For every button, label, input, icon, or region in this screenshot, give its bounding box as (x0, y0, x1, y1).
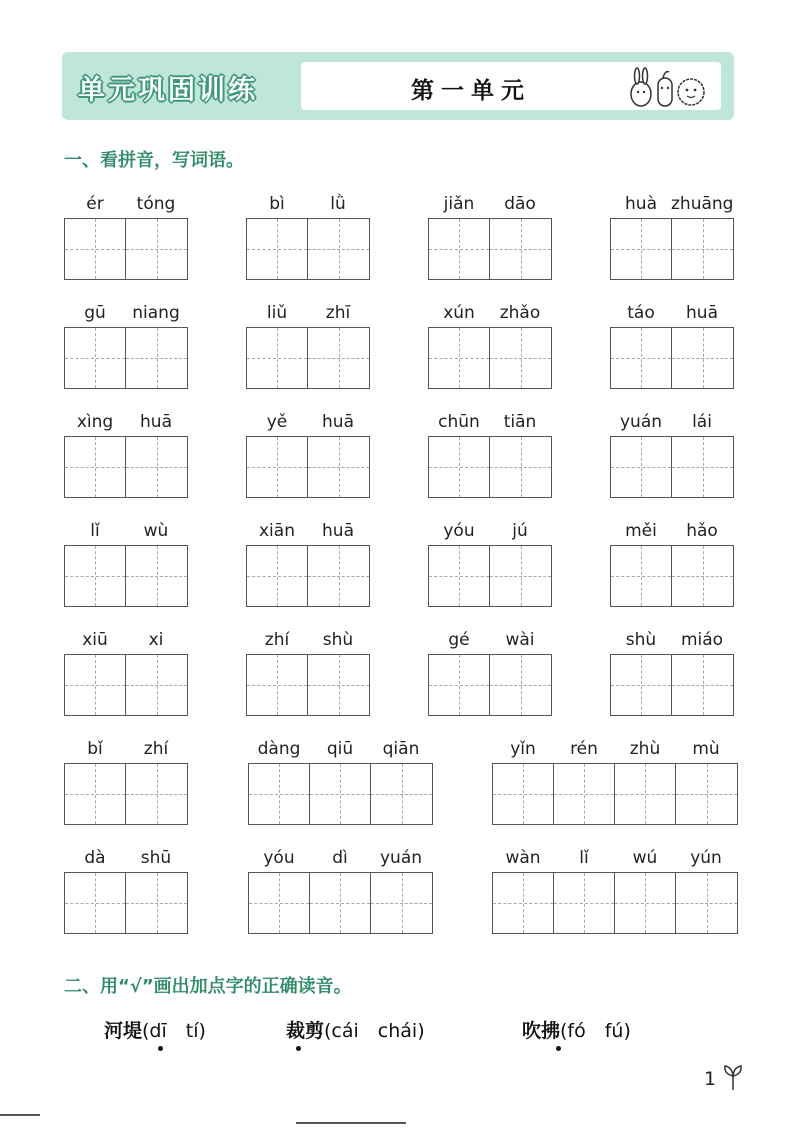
pinyin-syllable: wàn (505, 848, 541, 868)
writing-cell[interactable] (493, 873, 554, 933)
writing-cell[interactable] (126, 219, 187, 279)
writing-cell[interactable] (429, 655, 490, 715)
pinyin-syllable: miáo (680, 630, 724, 650)
pinyin-syllable: huā (322, 521, 354, 541)
writing-cell[interactable] (554, 873, 615, 933)
writing-cell[interactable] (126, 546, 187, 606)
pinyin-syllable: yuán (619, 412, 663, 432)
writing-grid (610, 654, 734, 716)
writing-cell[interactable] (672, 437, 733, 497)
reading-item-word: 河堤 (104, 1020, 143, 1042)
writing-cell[interactable] (429, 546, 490, 606)
writing-grid (246, 654, 370, 716)
writing-grid (428, 218, 552, 280)
writing-cell[interactable] (126, 328, 187, 388)
writing-cell[interactable] (65, 328, 126, 388)
writing-grid (492, 763, 738, 825)
writing-cell[interactable] (615, 873, 676, 933)
pinyin-syllable: bǐ (87, 739, 103, 759)
writing-cell[interactable] (490, 437, 551, 497)
writing-grid (64, 872, 188, 934)
reading-item-1 (104, 1016, 206, 1043)
writing-cell[interactable] (310, 873, 371, 933)
scan-mark (296, 1122, 406, 1124)
pinyin-syllable: zhuāng (671, 194, 734, 214)
writing-cell[interactable] (490, 219, 551, 279)
pinyin-syllable: zhí (143, 739, 169, 759)
pinyin-syllable: huā (322, 412, 354, 432)
writing-cell[interactable] (126, 873, 187, 933)
pinyin-syllable: yóu (443, 521, 475, 541)
pinyin-syllable: gū (84, 303, 106, 323)
writing-grid (610, 436, 734, 498)
writing-cell[interactable] (490, 546, 551, 606)
writing-grid (248, 763, 433, 825)
page-number: 1 (704, 1068, 717, 1090)
pinyin-syllable: gé (448, 630, 470, 650)
pinyin-syllable: wù (143, 521, 169, 541)
writing-cell[interactable] (490, 655, 551, 715)
writing-cell[interactable] (65, 764, 126, 824)
mascot-icon (627, 66, 717, 108)
pinyin-syllable: lái (692, 412, 712, 432)
reading-item-word: 裁剪 (286, 1020, 325, 1042)
section-1-heading: 一、看拼音，写词语。 (64, 150, 244, 171)
writing-grid (248, 872, 433, 934)
writing-cell[interactable] (65, 873, 126, 933)
writing-grid (64, 436, 188, 498)
writing-cell[interactable] (247, 655, 308, 715)
writing-cell[interactable] (126, 437, 187, 497)
pinyin-syllable: yě (266, 412, 288, 432)
pinyin-syllable: qiān (382, 739, 420, 759)
writing-cell[interactable] (611, 655, 672, 715)
pinyin-syllable: mù (692, 739, 720, 759)
writing-cell[interactable] (672, 328, 733, 388)
writing-grid (246, 436, 370, 498)
writing-cell[interactable] (429, 328, 490, 388)
pinyin-syllable: zhù (629, 739, 661, 759)
writing-cell[interactable] (672, 546, 733, 606)
reading-item-2 (286, 1016, 425, 1043)
pinyin-syllable: dì (332, 848, 348, 868)
pinyin-syllable: xiān (259, 521, 295, 541)
writing-grid (610, 218, 734, 280)
reading-item-word: 吹拂 (522, 1020, 561, 1042)
pinyin-syllable: wài (505, 630, 535, 650)
writing-cell[interactable] (429, 437, 490, 497)
writing-cell[interactable] (371, 764, 432, 824)
writing-grid (610, 327, 734, 389)
unit-review-label: 单元巩固训练 (78, 75, 258, 106)
writing-cell[interactable] (493, 764, 554, 824)
pinyin-syllable: ér (86, 194, 104, 214)
writing-cell[interactable] (247, 328, 308, 388)
writing-cell[interactable] (308, 219, 369, 279)
pinyin-syllable: wú (632, 848, 658, 868)
pinyin-syllable: rén (570, 739, 598, 759)
pinyin-syllable: shù (322, 630, 354, 650)
writing-cell[interactable] (310, 764, 371, 824)
writing-grid (246, 545, 370, 607)
writing-cell[interactable] (676, 873, 737, 933)
pinyin-syllable: zhī (325, 303, 351, 323)
reading-options[interactable]: (dī tí) (142, 1020, 206, 1042)
pinyin-syllable: lǐ (90, 521, 100, 541)
pinyin-syllable: lǜ (330, 194, 346, 214)
writing-cell[interactable] (308, 328, 369, 388)
pinyin-syllable: dàng (257, 739, 301, 759)
pinyin-syllable: tiān (503, 412, 537, 432)
pinyin-syllable: chūn (438, 412, 480, 432)
writing-cell[interactable] (126, 764, 187, 824)
writing-grid (428, 436, 552, 498)
pinyin-syllable: xún (443, 303, 475, 323)
writing-grid (64, 218, 188, 280)
pinyin-syllable: huà (625, 194, 657, 214)
writing-cell[interactable] (65, 546, 126, 606)
pinyin-syllable: hǎo (686, 521, 718, 541)
writing-grid (492, 872, 738, 934)
writing-cell[interactable] (490, 328, 551, 388)
writing-cell[interactable] (554, 764, 615, 824)
writing-cell[interactable] (308, 437, 369, 497)
writing-cell[interactable] (249, 873, 310, 933)
writing-grid (246, 327, 370, 389)
pinyin-syllable: shū (140, 848, 172, 868)
writing-grid (246, 218, 370, 280)
pinyin-syllable: shù (625, 630, 657, 650)
writing-cell[interactable] (247, 437, 308, 497)
writing-grid (428, 327, 552, 389)
writing-cell[interactable] (65, 219, 126, 279)
emphasis-dot (556, 1046, 561, 1051)
section-2-heading: 二、用“√”画出加点字的正确读音。 (64, 976, 352, 997)
writing-grid (610, 545, 734, 607)
writing-cell[interactable] (611, 328, 672, 388)
writing-cell[interactable] (126, 655, 187, 715)
writing-cell[interactable] (308, 546, 369, 606)
emphasis-dot (296, 1046, 301, 1051)
writing-cell[interactable] (249, 764, 310, 824)
pinyin-syllable: yǐn (510, 739, 536, 759)
pinyin-syllable: dāo (504, 194, 536, 214)
writing-grid (64, 654, 188, 716)
sprout-icon (720, 1062, 746, 1092)
writing-cell[interactable] (615, 764, 676, 824)
writing-cell[interactable] (247, 219, 308, 279)
reading-item-3 (522, 1016, 631, 1043)
writing-cell[interactable] (672, 655, 733, 715)
pinyin-syllable: dà (84, 848, 106, 868)
writing-cell[interactable] (611, 437, 672, 497)
title-box (301, 62, 721, 110)
writing-grid (64, 763, 188, 825)
pinyin-syllable: jiǎn (443, 194, 475, 214)
pinyin-syllable: xiū (82, 630, 108, 650)
pinyin-syllable: yún (690, 848, 722, 868)
writing-cell[interactable] (371, 873, 432, 933)
reading-options[interactable]: (fó fú) (560, 1020, 631, 1042)
writing-cell[interactable] (672, 219, 733, 279)
pinyin-syllable: bì (269, 194, 285, 214)
writing-cell[interactable] (676, 764, 737, 824)
pinyin-syllable: huā (686, 303, 718, 323)
pinyin-syllable: lǐ (579, 848, 589, 868)
header-banner (62, 52, 734, 120)
writing-cell[interactable] (611, 219, 672, 279)
writing-cell[interactable] (308, 655, 369, 715)
pinyin-syllable: huā (140, 412, 172, 432)
writing-grid (428, 545, 552, 607)
writing-cell[interactable] (65, 655, 126, 715)
writing-cell[interactable] (429, 219, 490, 279)
writing-cell[interactable] (65, 437, 126, 497)
pinyin-syllable: yuán (379, 848, 423, 868)
pinyin-syllable: měi (625, 521, 657, 541)
reading-options[interactable]: (cái chái) (324, 1020, 425, 1042)
writing-grid (64, 545, 188, 607)
writing-grid (64, 327, 188, 389)
pinyin-syllable: niang (132, 303, 180, 323)
pinyin-syllable: tóng (136, 194, 176, 214)
scan-mark (0, 1114, 40, 1116)
emphasis-dot (158, 1046, 163, 1051)
pinyin-syllable: liǔ (266, 303, 288, 323)
pinyin-syllable: yóu (263, 848, 295, 868)
pinyin-syllable: zhí (264, 630, 290, 650)
writing-cell[interactable] (611, 546, 672, 606)
pinyin-syllable: qiū (326, 739, 354, 759)
pinyin-syllable: jú (512, 521, 528, 541)
pinyin-syllable: táo (627, 303, 655, 323)
pinyin-syllable: xi (148, 630, 164, 650)
pinyin-syllable: zhǎo (499, 303, 541, 323)
page-title: 第一单元 (411, 78, 531, 104)
writing-cell[interactable] (247, 546, 308, 606)
pinyin-syllable: xìng (76, 412, 114, 432)
writing-grid (428, 654, 552, 716)
